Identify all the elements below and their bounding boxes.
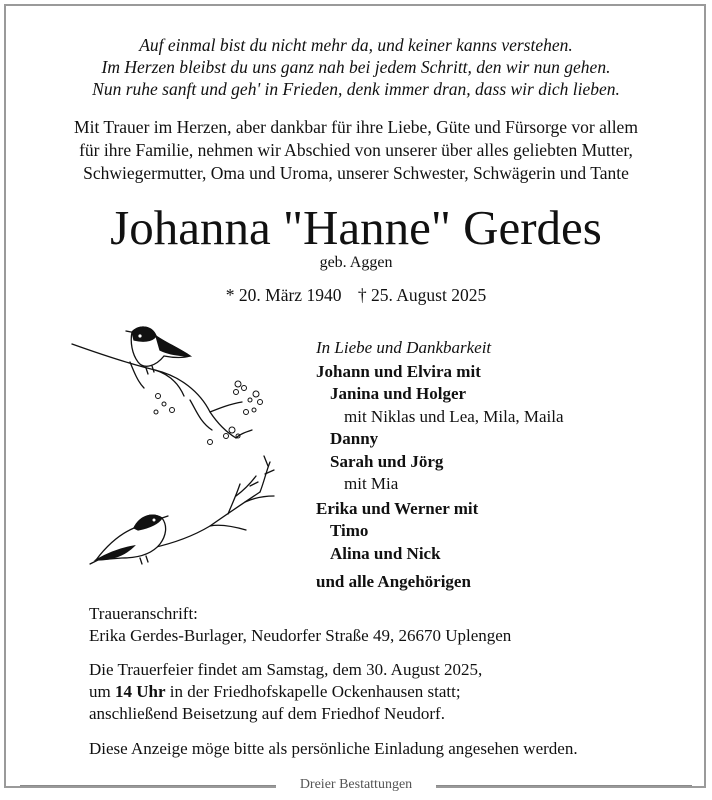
mourners-lead: In Liebe und Dankbarkeit bbox=[316, 338, 492, 357]
mourner-line: Sarah und Jörg bbox=[330, 451, 444, 471]
footer bbox=[0, 775, 712, 797]
funeral-home-name: Dreier Bestattungen bbox=[276, 775, 436, 795]
death-date: † 25. August 2025 bbox=[357, 285, 487, 305]
mourner-line: Danny bbox=[330, 429, 379, 448]
funeral-service-info bbox=[89, 659, 482, 725]
mourner-line: Johann und Elvira mit bbox=[316, 361, 481, 381]
service-line bbox=[89, 681, 482, 703]
footer-rule bbox=[20, 785, 276, 786]
intro-line: für ihre Familie, nehmen wir Abschied von unserer über alles geliebten Mutter, bbox=[79, 140, 633, 160]
mourner-line: mit Niklas und Lea, Mila, Maila bbox=[344, 406, 564, 426]
address-line: Erika Gerdes-Burlager, Neudorfer Straße 49, 26670 Uplengen bbox=[89, 626, 512, 645]
service-line: Die Trauerfeier findet am Samstag, dem 30. August 2025, bbox=[89, 660, 483, 679]
mourner-line: Timo bbox=[330, 521, 369, 540]
mourner-line: Janina und Holger bbox=[330, 384, 467, 403]
intro-text bbox=[0, 116, 712, 185]
service-line: anschließend Beisetzung auf dem Friedhof Neudorf. bbox=[89, 704, 445, 723]
mourning-address bbox=[89, 603, 511, 647]
deceased-name: Johanna "Hanne" Gerdes bbox=[110, 200, 602, 255]
poem bbox=[0, 34, 712, 100]
birth-name: geb. Aggen bbox=[319, 254, 393, 271]
poem-line: Auf einmal bist du nicht mehr da, und keiner kanns verstehen. bbox=[139, 35, 573, 55]
service-time: 14 Uhr bbox=[114, 682, 166, 701]
mourner-line: mit Mia bbox=[344, 474, 399, 493]
mourner-line: Erika und Werner mit bbox=[316, 498, 479, 518]
intro-line: Schwiegermutter, Oma und Uroma, unserer Schwester, Schwägerin und Tante bbox=[83, 163, 629, 183]
note-text: Diese Anzeige möge bitte als persönliche Einladung angesehen werden. bbox=[89, 739, 578, 758]
invitation-note bbox=[89, 738, 578, 760]
mourner-line: Alina und Nick bbox=[330, 543, 441, 563]
address-label: Traueranschrift: bbox=[89, 604, 198, 623]
intro-line: Mit Trauer im Herzen, aber dankbar für ihre Liebe, Güte und Fürsorge vor allem bbox=[74, 117, 638, 137]
mourners-closing: und alle Angehörigen bbox=[316, 572, 471, 591]
birth-date: * 20. März 1940 bbox=[225, 285, 342, 305]
service-text: um bbox=[89, 682, 115, 701]
poem-line: Im Herzen bleibst du uns ganz nah bei jedem Schritt, den wir nun gehen. bbox=[101, 57, 611, 77]
service-text: in der Friedhofskapelle Ockenhausen statt; bbox=[165, 682, 461, 701]
birds-on-branches-icon bbox=[60, 312, 290, 580]
mourners-list bbox=[316, 337, 564, 594]
poem-line: Nun ruhe sanft und geh' in Frieden, denk immer dran, dass wir dich lieben. bbox=[92, 79, 620, 99]
life-dates bbox=[0, 284, 712, 306]
footer-rule bbox=[436, 785, 692, 786]
